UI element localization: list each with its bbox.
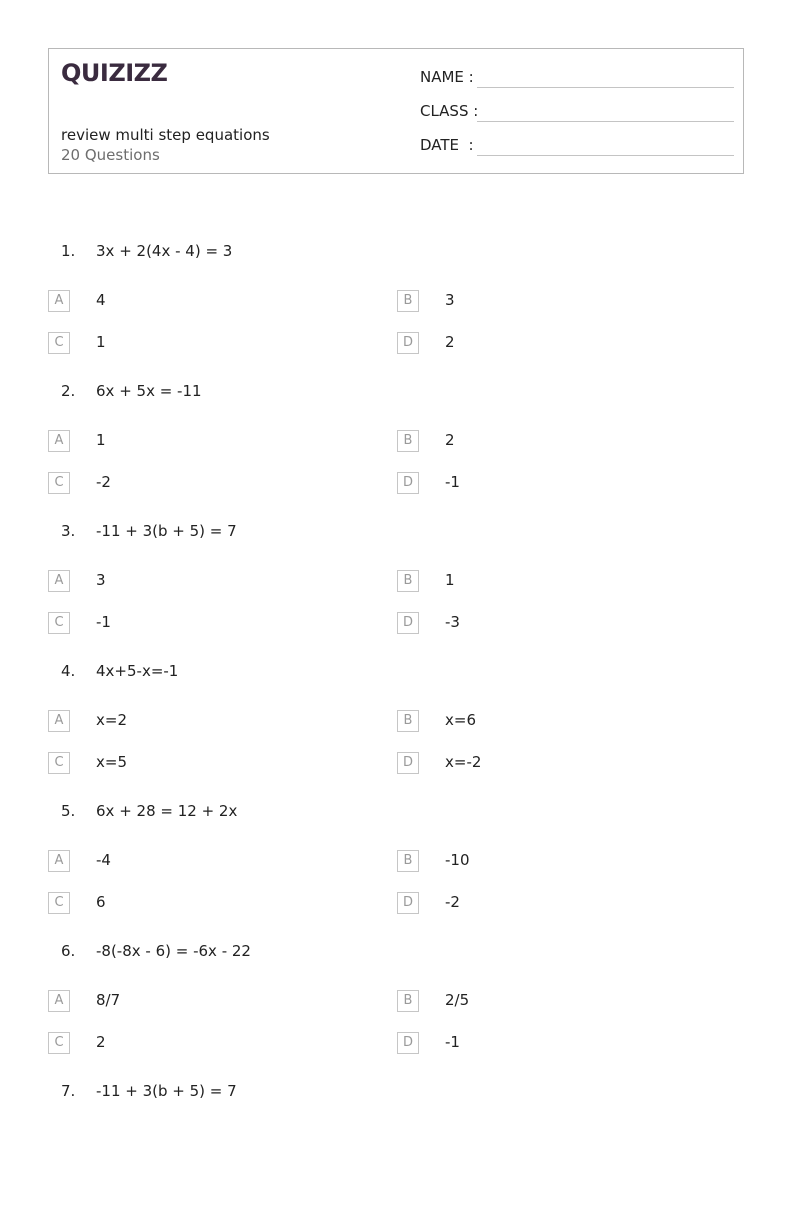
option-letter-box[interactable]: A <box>48 430 70 452</box>
option-text: -2 <box>445 893 460 911</box>
question-item <box>0 802 794 942</box>
option-letter-box[interactable]: B <box>397 850 419 872</box>
option-text: 1 <box>445 571 455 589</box>
answer-option[interactable] <box>48 472 348 494</box>
answer-option[interactable] <box>48 710 348 732</box>
class-line[interactable] <box>477 121 734 122</box>
option-letter-box[interactable]: C <box>48 472 70 494</box>
option-text: -1 <box>96 613 111 631</box>
question-item <box>0 1082 794 1222</box>
option-text: 3 <box>96 571 106 589</box>
question-text: 4x+5-x=-1 <box>96 662 179 680</box>
option-text: -1 <box>445 1033 460 1051</box>
option-text: -3 <box>445 613 460 631</box>
worksheet-header <box>48 48 744 174</box>
name-label: NAME : <box>420 68 474 86</box>
answer-option[interactable] <box>48 290 348 312</box>
answer-option[interactable] <box>397 752 697 774</box>
quizizz-logo: QUIZIZZ <box>61 59 168 87</box>
option-letter-box[interactable]: C <box>48 332 70 354</box>
option-letter-box[interactable]: A <box>48 850 70 872</box>
question-item <box>0 242 794 382</box>
option-text: 1 <box>96 431 106 449</box>
question-text: 6x + 5x = -11 <box>96 382 202 400</box>
question-number: 4. <box>61 662 76 680</box>
answer-option[interactable] <box>48 1032 348 1054</box>
question-item <box>0 662 794 802</box>
name-field[interactable] <box>420 68 734 88</box>
question-number: 5. <box>61 802 76 820</box>
option-letter-box[interactable]: C <box>48 612 70 634</box>
answer-option[interactable] <box>397 332 697 354</box>
question-item <box>0 942 794 1082</box>
question-text: -11 + 3(b + 5) = 7 <box>96 1082 237 1100</box>
option-text: 6 <box>96 893 106 911</box>
question-item <box>0 382 794 522</box>
question-item <box>0 522 794 662</box>
answer-option[interactable] <box>48 612 348 634</box>
answer-option[interactable] <box>397 290 697 312</box>
date-field[interactable] <box>420 136 734 156</box>
question-text: -11 + 3(b + 5) = 7 <box>96 522 237 540</box>
answer-option[interactable] <box>397 430 697 452</box>
answer-option[interactable] <box>48 570 348 592</box>
option-letter-box[interactable]: D <box>397 472 419 494</box>
option-text: x=-2 <box>445 753 482 771</box>
answer-option[interactable] <box>48 892 348 914</box>
option-text: 1 <box>96 333 106 351</box>
answer-option[interactable] <box>397 892 697 914</box>
question-text: 3x + 2(4x - 4) = 3 <box>96 242 233 260</box>
option-letter-box[interactable]: C <box>48 892 70 914</box>
option-letter-box[interactable]: B <box>397 290 419 312</box>
question-text: -8(-8x - 6) = -6x - 22 <box>96 942 251 960</box>
answer-option[interactable] <box>397 1032 697 1054</box>
option-text: -1 <box>445 473 460 491</box>
question-number: 6. <box>61 942 76 960</box>
name-line[interactable] <box>477 87 734 88</box>
class-field[interactable] <box>420 102 734 122</box>
answer-option[interactable] <box>48 332 348 354</box>
answer-option[interactable] <box>397 570 697 592</box>
question-count: 20 Questions <box>61 146 160 164</box>
answer-option[interactable] <box>397 612 697 634</box>
answer-option[interactable] <box>48 430 348 452</box>
answer-option[interactable] <box>397 990 697 1012</box>
option-letter-box[interactable]: C <box>48 752 70 774</box>
option-letter-box[interactable]: B <box>397 430 419 452</box>
option-text: 2 <box>96 1033 106 1051</box>
answer-option[interactable] <box>397 472 697 494</box>
worksheet-title: review multi step equations <box>61 126 270 144</box>
option-letter-box[interactable]: D <box>397 752 419 774</box>
option-letter-box[interactable]: B <box>397 710 419 732</box>
option-letter-box[interactable]: D <box>397 1032 419 1054</box>
option-text: x=5 <box>96 753 127 771</box>
option-text: 4 <box>96 291 106 309</box>
option-text: -4 <box>96 851 111 869</box>
date-line[interactable] <box>477 155 734 156</box>
answer-option[interactable] <box>48 850 348 872</box>
option-letter-box[interactable]: A <box>48 570 70 592</box>
option-letter-box[interactable]: A <box>48 710 70 732</box>
answer-option[interactable] <box>397 850 697 872</box>
option-text: 2 <box>445 431 455 449</box>
option-letter-box[interactable]: D <box>397 892 419 914</box>
option-letter-box[interactable]: B <box>397 990 419 1012</box>
option-text: -2 <box>96 473 111 491</box>
option-text: 2/5 <box>445 991 470 1009</box>
option-text: 3 <box>445 291 455 309</box>
option-text: 2 <box>445 333 455 351</box>
option-text: x=6 <box>445 711 476 729</box>
option-letter-box[interactable]: C <box>48 1032 70 1054</box>
option-text: x=2 <box>96 711 127 729</box>
question-text: 6x + 28 = 12 + 2x <box>96 802 238 820</box>
option-letter-box[interactable]: A <box>48 290 70 312</box>
option-letter-box[interactable]: B <box>397 570 419 592</box>
question-number: 2. <box>61 382 76 400</box>
class-label: CLASS : <box>420 102 479 120</box>
date-label: DATE : <box>420 136 474 154</box>
option-letter-box[interactable]: A <box>48 990 70 1012</box>
option-text: -10 <box>445 851 470 869</box>
question-number: 7. <box>61 1082 76 1100</box>
answer-option[interactable] <box>397 710 697 732</box>
option-letter-box[interactable]: D <box>397 612 419 634</box>
question-number: 1. <box>61 242 76 260</box>
option-letter-box[interactable]: D <box>397 332 419 354</box>
option-text: 8/7 <box>96 991 121 1009</box>
question-number: 3. <box>61 522 76 540</box>
answer-option[interactable] <box>48 990 348 1012</box>
answer-option[interactable] <box>48 752 348 774</box>
